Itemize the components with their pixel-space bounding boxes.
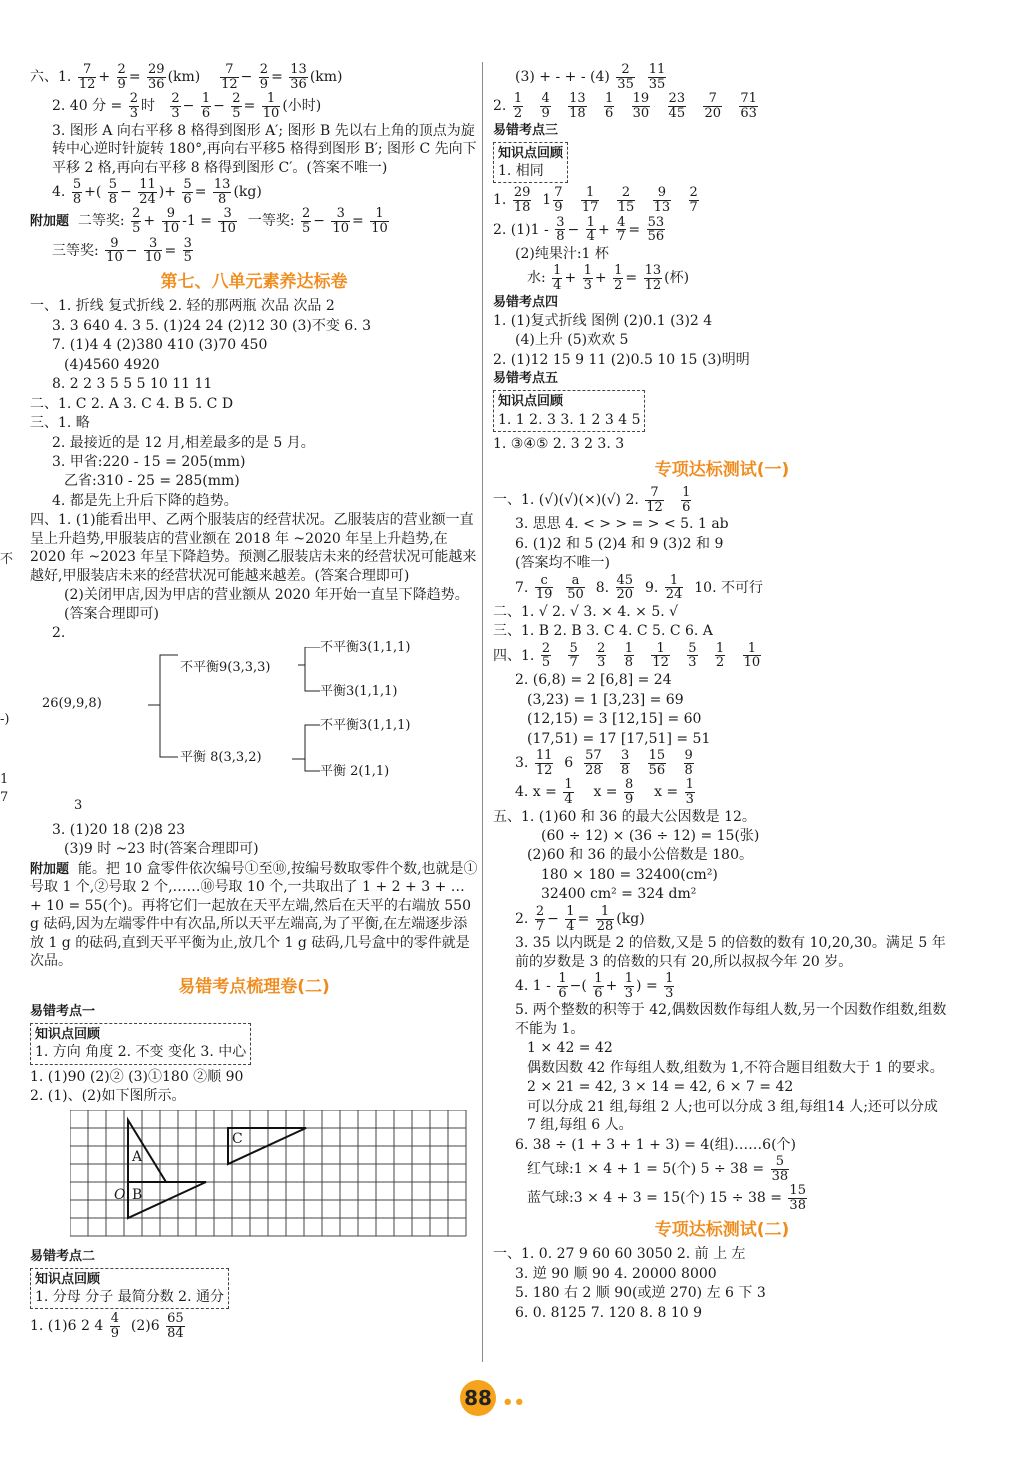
fraction: $\frac{7}{9}$ — [554, 185, 563, 215]
answer-line: 2. (6,8) = 2 [6,8] = 24 — [515, 672, 672, 689]
answer-line: 4. 1 - $\frac{1}{6}$ −( $\frac{1}{6}$ + $\frac{1}{3}$ ) = $\frac{1}{3}$ — [515, 971, 674, 1001]
fraction: $\frac{1}{6}$ — [682, 484, 691, 515]
margin-text: -) — [0, 712, 10, 727]
fraction: $\frac{7}{12}$ — [78, 62, 96, 92]
answer-line: 4. 都是先上升后下降的趋势。 — [52, 492, 238, 509]
fraction: $\frac{1}{2}$ — [513, 91, 523, 121]
answer-line: 六、1. $\frac{7}{12}$ + $\frac{2}{9}$ = $\frac{29}{36}$ (km) $\frac{7}{12}$ − $\frac{2}{9}$ = $\frac{13}{36}$ (km) — [30, 62, 343, 92]
answer-line: 蓝气球:3 × 4 + 3 = 15(个) 15 ÷ 38 = $\frac{15}{38}$ — [527, 1183, 806, 1214]
answer-line: 2. $\frac{2}{7}$ − $\frac{1}{4}$ = $\frac{1}{28}$ (kg) — [515, 903, 645, 934]
answer-line: 一、1. 折线 复式折线 2. 轻的那两瓶 次品 次品 2 — [30, 298, 335, 315]
answer-line: 五、1. (1)60 和 36 的最大公因数是 12。 — [493, 808, 756, 825]
answer-line: 3. (1)20 18 (2)8 23 — [52, 821, 186, 838]
fraction: $\frac{9}{8}$ — [684, 747, 693, 778]
answer-line: 四、1. $\frac{2}{5}$ $\frac{5}{7}$ $\frac{2}{3}$ $\frac{1}{8}$ $\frac{1}{12}$ $\frac{5}{3}$ $\frac{1}{2}$ $\frac{1}{10}$ — [493, 640, 761, 671]
subsection-title: 易错考点四 — [493, 294, 559, 310]
answer-line: 180 × 180 = 32400(cm²) — [541, 866, 718, 883]
fraction: $\frac{2}{3}$ — [129, 91, 138, 121]
answer-line: 32400 cm² = 324 dm² — [541, 886, 697, 903]
tree-root: 26(9,9,8) — [42, 695, 102, 711]
answer-line: 6. (1)2 和 5 (2)4 和 9 (3)2 和 9 — [515, 535, 724, 552]
answer-line: (4)4560 4920 — [64, 356, 160, 373]
fraction: $\frac{3}{10}$ — [144, 235, 162, 266]
answer-paragraph: 可以分成 21 组,每组 2 人;也可以分成 3 组,每组14 人;还可以分成 7 组,每组 6 人。 — [527, 1098, 938, 1134]
answer-line: 6. 0. 8125 7. 120 8. 8 10 9 — [515, 1304, 703, 1321]
answer-paragraph: 附加题 能。把 10 盒零件依次编号①至⑩,按编号数取零件个数,也就是①号取 1 个,②号取 2 个,……⑩号取 10 个,一共取出了 1 + 2 + 3 + … + 10 = 55(个)。再将它们一起放在天平左端,然后在天平的右端放 550 g 砝码,因为左端零件中有次品,所以天平左端高,为了平衡,在左端逐步添放 1 g 的砝码,直到天平平衡为止,放几个 1 g 砝码,几号盒中的零件就是次品。 — [30, 860, 478, 969]
answer-line: 1. (1)6 2 4 $\frac{4}{9}$ (2)6 $\frac{65}{84}$ — [30, 1311, 184, 1342]
answer-line: 2. (1)1 - $\frac{3}{8}$ − $\frac{1}{4}$ + $\frac{4}{7}$ = $\frac{53}{56}$ — [493, 214, 665, 245]
subsection-title: 易错考点二 — [30, 1248, 96, 1264]
left-column — [30, 62, 478, 1342]
answer-line: (2)纯果汁:1 杯 — [515, 245, 609, 262]
answer-line: 2. (1)、(2)如下图所示。 — [30, 1088, 186, 1105]
answer-line: (3)9 时 ~23 时(答案合理即可) — [64, 841, 259, 858]
fraction: $\frac{11}{24}$ — [139, 176, 156, 207]
fraction: $\frac{5}{8}$ — [108, 176, 118, 207]
fraction: $\frac{7}{12}$ — [221, 62, 238, 92]
answer-line: (60 ÷ 12) × (36 ÷ 12) = 15(张) — [541, 828, 760, 844]
fraction: $\frac{1}{4}$ — [586, 214, 595, 245]
answer-line: 3. 甲省:220 - 15 = 205(mm) — [52, 454, 246, 470]
fraction: $\frac{4}{9}$ — [110, 1311, 119, 1342]
fraction: $\frac{1}{12}$ — [652, 640, 669, 671]
answer-line: 3. 逆 90 顺 90 4. 20000 8000 — [515, 1265, 717, 1282]
fraction: $\frac{3}{8}$ — [556, 214, 565, 245]
answer-line: 2. $\frac{1}{2}$ $\frac{4}{9}$ $\frac{13}{18}$ $\frac{1}{6}$ $\frac{19}{30}$ $\frac{23}{45}$ $\frac{7}{20}$ $\frac{71}{63}$ — [493, 91, 757, 121]
fraction: $\frac{2}{7}$ — [689, 185, 698, 215]
answer-line: 水: $\frac{1}{4}$ + $\frac{1}{3}$ + $\frac{1}{2}$ = $\frac{13}{12}$ (杯) — [527, 263, 690, 294]
tree-node: 平衡 8(3,3,2) — [180, 749, 262, 765]
fraction: $\frac{3}{10}$ — [219, 206, 236, 236]
fraction: $\frac{29}{36}$ — [148, 62, 165, 92]
answer-line: 附加题 二等奖: $\frac{2}{5}$ + $\frac{9}{10}$ -1 = $\frac{3}{10}$ 一等奖: $\frac{2}{5}$ − $\frac{3}{10}$ = $\frac{1}{10}$ — [30, 206, 388, 236]
page-dots: •• — [502, 1392, 526, 1413]
fraction: $\frac{a}{50}$ — [567, 572, 584, 603]
answer-line: 4. $\frac{5}{8}$ +( $\frac{5}{8}$ − $\frac{11}{24}$ )+ $\frac{5}{6}$ = $\frac{13}{8}$ (kg) — [52, 176, 262, 207]
fraction: $\frac{4}{7}$ — [617, 214, 626, 245]
fraction: $\frac{5}{6}$ — [183, 176, 192, 207]
answer-line: 3. $\frac{11}{12}$ 6 $\frac{57}{28}$ $\frac{3}{8}$ $\frac{15}{56}$ $\frac{9}{8}$ — [515, 747, 693, 778]
fraction: $\frac{1}{4}$ — [564, 777, 573, 807]
fraction: $\frac{1}{10}$ — [743, 640, 761, 671]
fraction: $\frac{1}{6}$ — [558, 971, 567, 1001]
fraction: $\frac{7}{20}$ — [704, 91, 721, 121]
fraction: $\frac{29}{18}$ — [513, 185, 531, 215]
grid-label-c: C — [232, 1130, 243, 1147]
fraction: $\frac{1}{8}$ — [624, 640, 634, 671]
page-number-badge — [458, 1380, 558, 1416]
grid-label-o: O — [114, 1186, 126, 1203]
answer-line: 三、1. 略 — [30, 415, 90, 432]
knowledge-box: 知识点回顾 1. 分母 分子 最简分数 2. 通分 — [30, 1268, 229, 1310]
fraction: $\frac{1}{3}$ — [685, 777, 694, 807]
answer-line: 二、1. √ 2. √ 3. × 4. × 5. √ — [493, 603, 679, 620]
column-divider — [482, 62, 483, 1362]
answer-paragraph: 偶数因数 42 作每组人数,组数为 1,不符合题目组数大于 1 的要求。 — [527, 1059, 944, 1076]
answer-line: 1 × 42 = 42 — [527, 1040, 613, 1057]
fraction: $\frac{8}{9}$ — [624, 777, 634, 807]
fraction: $\frac{1}{2}$ — [715, 640, 725, 671]
answer-line: (12,15) = 3 [12,15] = 60 — [527, 711, 702, 728]
fraction: $\frac{15}{56}$ — [648, 747, 666, 778]
fraction: $\frac{1}{3}$ — [583, 263, 592, 294]
page-number: 88 — [460, 1380, 496, 1416]
section-title: 第七、八单元素养达标卷 — [160, 271, 348, 292]
answer-paragraph: 5. 两个整数的积等于 42,偶数因数作每组人数,另一个因数作组数,组数不能为 1。 — [515, 1002, 947, 1037]
transformation-grid — [70, 1110, 470, 1240]
fraction: $\frac{9}{13}$ — [653, 185, 671, 215]
answer-line: 1. (1)复式折线 图例 (2)0.1 (3)2 4 — [493, 312, 713, 329]
fraction: $\frac{3}{5}$ — [183, 235, 192, 266]
tree-node: 不平衡3(1,1,1) — [320, 639, 411, 655]
fraction: $\frac{15}{38}$ — [789, 1183, 806, 1214]
answer-line: 2. (1)12 15 9 11 (2)0.5 10 15 (3)明明 — [493, 351, 750, 368]
fraction: $\frac{1}{6}$ — [201, 91, 211, 121]
fraction: $\frac{1}{10}$ — [371, 206, 388, 236]
fraction: $\frac{65}{84}$ — [167, 1311, 184, 1342]
fraction: $\frac{45}{20}$ — [616, 572, 634, 603]
knowledge-box: 知识点回顾 1. 方向 角度 2. 不变 变化 3. 中心 — [30, 1023, 251, 1065]
fraction: $\frac{5}{8}$ — [72, 176, 82, 207]
answer-paragraph: 四、1. (1)能看出甲、乙两个服装店的经营状况。乙服装店的营业额一直呈上升趋势,甲服装店的营业额在 2018 年 ~2020 年呈上升趋势,在 2020 年 ~2023 年呈下降趋势。预测乙服装店未来的经营状况可能越来越好,甲服装店未来的经营状况可能越来越差。(答案合理即可) — [30, 512, 477, 584]
fraction: $\frac{2}{35}$ — [617, 62, 634, 92]
fraction: $\frac{1}{17}$ — [581, 185, 599, 215]
fraction: $\frac{53}{56}$ — [647, 214, 665, 245]
fraction: $\frac{13}{8}$ — [213, 176, 231, 207]
subsection-title: 易错考点三 — [493, 122, 559, 138]
fraction: $\frac{1}{4}$ — [566, 903, 575, 934]
fraction: $\frac{4}{9}$ — [541, 91, 550, 121]
answer-line: (3) + - + - (4) $\frac{2}{35}$ $\frac{11}{35}$ — [515, 62, 666, 92]
fraction: $\frac{13}{18}$ — [569, 91, 586, 121]
answer-line: (3,23) = 1 [3,23] = 69 — [527, 691, 684, 708]
fraction: $\frac{1}{3}$ — [624, 971, 634, 1001]
fraction: $\frac{3}{8}$ — [621, 747, 630, 778]
answer-line: 2 × 21 = 42, 3 × 14 = 42, 6 × 7 = 42 — [527, 1079, 794, 1096]
fraction: $\frac{1}{3}$ — [665, 971, 674, 1001]
fraction: $\frac{19}{30}$ — [632, 91, 650, 121]
tree-node: 不平衡3(1,1,1) — [320, 717, 411, 733]
answer-line: 1. ③④⑤ 2. 3 2 3. 3 — [493, 436, 625, 452]
fraction: $\frac{71}{63}$ — [740, 91, 757, 121]
answer-line: 乙省:310 - 25 = 285(mm) — [64, 473, 240, 490]
fraction: $\frac{2}{15}$ — [617, 185, 635, 215]
fraction: $\frac{7}{12}$ — [646, 484, 663, 515]
answer-line: 二、1. C 2. A 3. C 4. B 5. C D — [30, 395, 234, 412]
subsection-title: 易错考点五 — [493, 371, 559, 387]
answer-line: 三、1. B 2. B 3. C 4. C 5. C 6. A — [493, 623, 713, 640]
knowledge-box: 知识点回顾 1. 相同 — [493, 142, 568, 184]
margin-text: 不 — [0, 552, 14, 567]
answer-line: 一、1. (√)(√)(×)(√) 2. $\frac{7}{12}$ $\frac{1}{6}$ — [493, 484, 691, 515]
grid-figure — [70, 1110, 470, 1240]
answer-line: 红气球:1 × 4 + 1 = 5(个) 5 ÷ 38 = $\frac{5}{38}$ — [527, 1154, 789, 1184]
fraction: $\frac{2}{5}$ — [541, 640, 551, 671]
answer-line: (17,51) = 17 [17,51] = 51 — [527, 730, 711, 747]
fraction: $\frac{11}{35}$ — [648, 62, 666, 92]
answer-line: 8. 2 2 3 5 5 5 10 11 11 — [52, 376, 213, 393]
fraction: $\frac{13}{12}$ — [644, 263, 662, 294]
fraction: $\frac{13}{36}$ — [290, 62, 307, 92]
fraction: $\frac{2}{5}$ — [132, 206, 141, 236]
margin-text: 7 — [0, 790, 9, 805]
fraction: $\frac{2}{9}$ — [117, 62, 126, 92]
fraction: $\frac{3}{10}$ — [332, 206, 350, 236]
fraction: $\frac{1}{28}$ — [596, 903, 614, 934]
fraction: $\frac{57}{28}$ — [585, 747, 602, 778]
answer-line: (答案均不唯一) — [515, 555, 610, 572]
fraction: $\frac{11}{12}$ — [535, 747, 553, 778]
knowledge-box: 知识点回顾 1. 1 2. 3 3. 1 2 3 4 5 — [493, 390, 645, 432]
answer-line: 7. $\frac{c}{19}$ $\frac{a}{50}$ 8. $\frac{45}{20}$ 9. $\frac{1}{24}$ 10. 不可行 — [515, 572, 763, 603]
fraction: $\frac{c}{19}$ — [535, 572, 553, 603]
tree-node: 平衡 2(1,1) — [320, 763, 390, 779]
answer-line: 7. (1)4 4 (2)380 410 (3)70 450 — [52, 337, 268, 354]
answer-line: 三等奖: $\frac{9}{10}$ − $\frac{3}{10}$ = $\frac{3}{5}$ — [52, 235, 192, 266]
fraction: $\frac{2}{5}$ — [302, 206, 311, 236]
fraction: $\frac{23}{45}$ — [668, 91, 686, 121]
answer-paragraph: 3. 35 以内既是 2 的倍数,又是 5 的倍数的数有 10,20,30。满足 5 年前的岁数是 3 的倍数的只有 20,所以叔叔今年 20 岁。 — [515, 935, 946, 970]
answer-line: 6. 38 ÷ (1 + 3 + 1 + 3) = 4(组)……6(个) — [515, 1136, 796, 1153]
fraction: $\frac{2}{7}$ — [535, 903, 545, 934]
answer-line: 1. $\frac{29}{18}$ 1 $\frac{7}{9}$ $\frac{1}{17}$ $\frac{2}{15}$ $\frac{9}{13}$ $\frac{2}{7}$ — [493, 185, 698, 215]
fraction: $\frac{1}{4}$ — [553, 263, 562, 294]
tree-count: 3 — [74, 797, 83, 813]
answer-line: 2. — [52, 625, 66, 642]
fraction: $\frac{2}{9}$ — [259, 62, 269, 92]
fraction: $\frac{9}{10}$ — [106, 235, 123, 266]
tree-node: 平衡3(1,1,1) — [320, 683, 398, 699]
answer-line: 2. 最接近的是 12 月,相差最多的是 5 月。 — [52, 434, 315, 451]
answer-line: 3. 3 640 4. 3 5. (1)24 24 (2)12 30 (3)不变 6. 3 — [52, 317, 372, 334]
answer-line: 一、1. 0. 27 9 60 60 3050 2. 前 上 左 — [493, 1246, 746, 1263]
answer-paragraph: 3. 图形 A 向右平移 8 格得到图形 A′; 图形 B 先以右上角的顶点为旋转中心逆时针旋转 180°,再向右平移5 格得到图形 B′; 图形 C 先向下平移 2 格,再向右平移 8 格得到图形 C′。(答案不唯一) — [52, 122, 477, 176]
fraction: $\frac{1}{10}$ — [262, 91, 280, 121]
grid-label-a: A — [132, 1148, 143, 1165]
fraction: $\frac{2}{5}$ — [232, 91, 241, 121]
fraction: $\frac{2}{3}$ — [597, 640, 606, 671]
answer-paragraph: (2)关闭甲店,因为甲店的营业额从 2020 年开始一直呈下降趋势。(答案合理即可) — [64, 587, 469, 622]
answer-line: 4. x = $\frac{1}{4}$ x = $\frac{8}{9}$ x = $\frac{1}{3}$ — [515, 777, 694, 807]
grid-label-b: B — [132, 1186, 143, 1203]
margin-text: 1 — [0, 772, 9, 787]
answer-line: 1. (1)90 (2)② (3)①180 ②顺 90 — [30, 1068, 244, 1085]
answer-line: 3. 思思 4. < > > = > < 5. 1 ab — [515, 516, 729, 533]
answer-line: 5. 180 右 2 顺 90(或逆 270) 左 6 下 3 — [515, 1285, 766, 1302]
fraction: $\frac{9}{10}$ — [162, 206, 180, 236]
subsection-title: 易错考点一 — [30, 1003, 96, 1019]
answer-line: 2. 40 分 = $\frac{2}{3}$ 时 $\frac{2}{3}$ − $\frac{1}{6}$ − $\frac{2}{5}$ = $\frac{1}{10}$ (小时) — [52, 91, 322, 121]
answer-line: (4)上升 (5)欢欢 5 — [515, 332, 629, 349]
section-title: 专项达标测试(一) — [654, 460, 790, 481]
section-title: 专项达标测试(二) — [654, 1219, 790, 1240]
section-title: 易错考点梳理卷(二) — [178, 977, 330, 998]
fraction: $\frac{5}{7}$ — [569, 640, 578, 671]
right-column — [493, 62, 951, 1323]
fraction: $\frac{2}{3}$ — [171, 91, 180, 121]
fraction: $\frac{1}{6}$ — [605, 91, 614, 121]
fraction: $\frac{5}{38}$ — [771, 1154, 789, 1184]
fraction: $\frac{1}{2}$ — [614, 263, 623, 294]
fraction: $\frac{1}{6}$ — [594, 971, 603, 1001]
tree-node: 不平衡9(3,3,3) — [180, 659, 271, 675]
balance-tree-diagram — [30, 639, 478, 817]
answer-line: (2)60 和 36 的最小公倍数是 180。 — [527, 847, 753, 864]
fraction: $\frac{1}{24}$ — [665, 572, 683, 603]
fraction: $\frac{5}{3}$ — [688, 640, 697, 671]
